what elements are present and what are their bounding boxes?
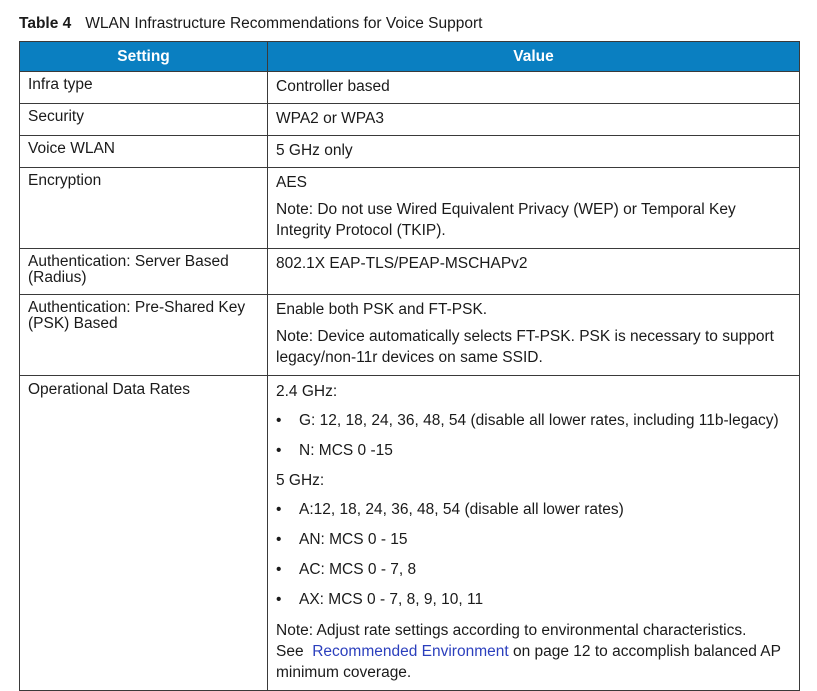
value-cell xyxy=(268,295,800,376)
band-heading-24ghz: 2.4 GHz: xyxy=(276,383,338,400)
bullet-icon: • xyxy=(276,442,282,459)
rate-item: N: MCS 0 -15 xyxy=(299,442,393,459)
table-row xyxy=(20,136,800,168)
value-text: Enable both PSK and FT-PSK. xyxy=(276,301,488,318)
value-note: Note: Device automatically selects FT-PSK. PSK is necessary to support legacy/non-11r devices on same SSID. xyxy=(276,328,774,366)
list-item xyxy=(276,441,791,461)
value-text: AES xyxy=(276,174,308,191)
table-caption xyxy=(19,14,482,34)
table-title: WLAN Infrastructure Recommendations for Voice Support xyxy=(85,15,483,32)
setting-cell xyxy=(20,376,268,691)
rates-note xyxy=(276,620,791,683)
table-row xyxy=(20,295,800,376)
list-item xyxy=(276,590,791,610)
table-row xyxy=(20,72,800,104)
table-row xyxy=(20,104,800,136)
setting-label: Encryption xyxy=(28,172,102,189)
setting-label: Infra type xyxy=(28,76,93,93)
rate-item: A:12, 18, 24, 36, 48, 54 (disable all lower rates) xyxy=(299,501,624,518)
setting-cell xyxy=(20,72,268,104)
table-row xyxy=(20,168,800,249)
value-note: Note: Do not use Wired Equivalent Privacy (WEP) or Temporal Key Integrity Protocol (TKIP). xyxy=(276,201,736,239)
bullet-icon: • xyxy=(276,412,282,429)
setting-label: Security xyxy=(28,108,84,125)
value-cell xyxy=(268,168,800,249)
recommended-environment-link[interactable]: Recommended Environment xyxy=(312,643,509,660)
value-cell xyxy=(268,249,800,295)
table-number: Table 4 xyxy=(19,15,72,32)
setting-label: Authentication: Server Based (Radius) xyxy=(28,253,229,286)
setting-cell xyxy=(20,249,268,295)
value-cell xyxy=(268,104,800,136)
band-heading-5ghz: 5 GHz: xyxy=(276,472,325,489)
setting-label: Operational Data Rates xyxy=(28,381,190,398)
header-setting: Setting xyxy=(20,42,268,72)
setting-cell xyxy=(20,136,268,168)
list-item xyxy=(276,500,791,520)
value-cell xyxy=(268,376,800,691)
bullet-icon: • xyxy=(276,501,282,518)
rate-item: AC: MCS 0 - 7, 8 xyxy=(299,561,417,578)
bullet-icon: • xyxy=(276,561,282,578)
setting-cell xyxy=(20,104,268,136)
value-cell xyxy=(268,72,800,104)
value-cell xyxy=(268,136,800,168)
bullet-icon: • xyxy=(276,591,282,608)
rate-item: G: 12, 18, 24, 36, 48, 54 (disable all lower rates, including 11b-legacy) xyxy=(299,412,779,429)
rates-note-rest: on page 12 to accomplish balanced AP minimum coverage. xyxy=(276,643,781,681)
value-text: WPA2 or WPA3 xyxy=(276,110,384,127)
table-row xyxy=(20,376,800,691)
rate-item: AX: MCS 0 - 7, 8, 9, 10, 11 xyxy=(299,591,484,608)
list-item xyxy=(276,560,791,580)
wlan-recommendations-table xyxy=(19,41,800,691)
list-item xyxy=(276,411,791,431)
header-row xyxy=(20,42,800,72)
table-row xyxy=(20,249,800,295)
rates-note-see: See xyxy=(276,643,304,660)
rates-note-line1: Note: Adjust rate settings according to environmental characteristics. xyxy=(276,622,747,639)
value-text: 5 GHz only xyxy=(276,142,353,159)
setting-label: Voice WLAN xyxy=(28,140,116,157)
rate-item: AN: MCS 0 - 15 xyxy=(299,531,408,548)
list-item xyxy=(276,530,791,550)
value-text: 802.1X EAP-TLS/PEAP-MSCHAPv2 xyxy=(276,255,528,272)
value-text: Controller based xyxy=(276,78,390,95)
header-value: Value xyxy=(268,42,800,72)
setting-cell xyxy=(20,295,268,376)
setting-label: Authentication: Pre-Shared Key (PSK) Based xyxy=(28,299,246,332)
bullet-icon: • xyxy=(276,531,282,548)
setting-cell xyxy=(20,168,268,249)
